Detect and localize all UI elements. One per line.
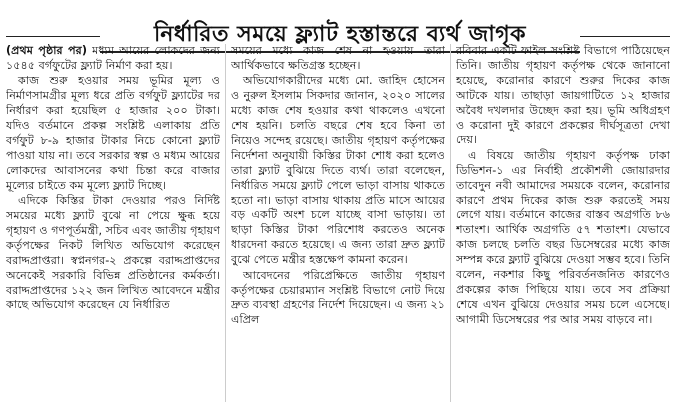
column-1-paragraph-2: কাজ শুরু হওয়ার সময় ভূমির মূল্য ও নির্মাণসামগ্রীর মূল্য ধরে প্রতি বর্গফুট ফ্ল্যাটের দর নির্ধারণ করা হয়েছিল ৫ হাজার ২০০ টাকা। যদিও বর্তমানে প্রকল্প সংশ্লিষ্ট এলাকায় প্রতি বর্গফুট ৮-৯ হাজার টাকার নিচে কোনো ফ্ল্যাট পাওয়া যায় না। তবে সরকার স্বল্প ও মধ্যম আয়ের লোকদের আবাসনের কথা চিন্তা করে বাজার মূল্যের চাইতে কম মূল্যে ফ্ল্যাট দিচ্ছে।	[6, 74, 220, 192]
column-2-paragraph-2: অভিযোগকারীদের মধ্যে মো. জাহিদ হোসেন ও নুরুল ইসলাম সিকদার জানান, ২০২০ সালের মধ্যে কাজ শেষ হওয়ার কথা থাকলেও এখনো শেষ হয়নি। চলতি বছরে শেষ হবে কিনা তা নিয়েও সন্দেহ রয়েছে। জাতীয় গৃহায়ণ কর্তৃপক্ষের নির্দেশনা অনুযায়ী কিস্তির টাকা শোধ করা হলেও তারা ফ্ল্যাট বুঝিয়ে দিতে ব্যর্থ। তারা বলেছেন, নির্ধারিত সময়ে ফ্ল্যাট পেলে ভাড়া বাসায় থাকতে হতো না। ভাড়া বাসায় থাকায় প্রতি মাসে আয়ের বড় একটি অংশ চলে যাচ্ছে বাসা ভাড়ায়। তা ছাড়া কিস্তির টাকা পরিশোধ করতেও অনেক ধারদেনা করতে হয়েছে। এ জন্য তারা দ্রুত ফ্ল্যাট বুঝে পেতে মন্ত্রীর হস্তক্ষেপ কামনা করেন।	[231, 74, 445, 267]
article-column-3	[456, 44, 670, 404]
column-3-paragraph-1: রবিবার একটি ফাইল সংশ্লিষ্ট বিভাগে পাঠিয়েছেন তিনি। জাতীয় গৃহায়ণ কর্তৃপক্ষ থেকে জানানো হয়েছে, করোনার কারণে শুরুর দিকের কাজ আটকে যায়। তাছাড়া জায়গাটিতে ১২ হাজার অবৈধ দখলদার উচ্ছেদ করা হয়। ভূমি অধিগ্রহণ ও করোনা দুই কারণে প্রকল্পের দীর্ঘসূত্রতা দেখা দেয়।	[456, 44, 670, 147]
column-divider-1	[225, 44, 226, 402]
column-2-paragraph-1: সময়ের মধ্যে কাজ শেষ না হওয়ায় তারা আর্থিকভাবে ক্ষতিগ্রস্ত হচ্ছেন।	[231, 44, 445, 72]
continued-kicker: (প্রথম পৃষ্ঠার পর)	[6, 44, 87, 57]
article-headline: নির্ধারিত সময়ে ফ্ল্যাট হস্তান্তরে ব্যর্থ জাগৃক	[100, 19, 580, 53]
column-divider-2	[450, 44, 451, 402]
column-1-paragraph-1-text: মধ্যম আয়ের লোকদের জন্য ১৫৪৫ বর্গফুটের ফ্ল্যাট নির্মাণ করা হয়।	[6, 44, 220, 72]
column-1-paragraph-1	[6, 44, 220, 74]
column-1-paragraph-3: এদিকে কিস্তির টাকা দেওয়ার পরও নির্দিষ্ট সময়ের মধ্যে ফ্ল্যাট বুঝে না পেয়ে ক্ষুব্ধ হয়ে গৃহায়ণ ও গণপূর্তমন্ত্রী, সচিব এবং জাতীয় গৃহায়ণ কর্তৃপক্ষের নিকট লিখিত অভিযোগ করেছেন বরাদ্দপ্রাপ্তরা। স্বপ্ননগর-২ প্রকল্পে বরাদ্দপ্রাপ্তদের অনেকেই সরকারি বিভিন্ন প্রতিষ্ঠানের কর্মকর্তা। বরাদ্দপ্রাপ্তদের ১২২ জন লিখিত আবেদনে মন্ত্রীর কাছে অভিযোগ করেছেন যে নির্ধারিত	[6, 194, 220, 312]
headline-rule-left	[6, 36, 100, 37]
article-column-1	[6, 44, 220, 404]
headline-rule-right	[580, 36, 670, 37]
article-column-2	[231, 44, 445, 404]
column-3-paragraph-2: এ বিষয়ে জাতীয় গৃহায়ণ কর্তৃপক্ষ ঢাকা ডিভিশন-১ এর নির্বাহী প্রকৌশলী জোয়ারদার তাবেদুন নবী আমাদের সময়কে বলেন, করোনার কারণে প্রথম দিকের কাজ শুরু করতেই সময় লেগে যায়। বর্তমানে কাজের বাস্তব অগ্রগতি ৮৬ শতাংশ। আর্থিক অগ্রগতি ৫৭ শতাংশ। যেভাবে কাজ চলছে চলতি বছর ডিসেম্বরের মধ্যে কাজ সম্পন্ন করে ফ্ল্যাট বুঝিয়ে দেওয়া সম্ভব হবে। তিনি বলেন, নকশার কিছু পরিবর্তনজনিত কারণেও প্রকল্পের কাজ পিছিয়ে যায়। তবে সব প্রক্রিয়া শেষে এখন বুঝিয়ে দেওয়ার সময় চলে এসেছে। আগামী ডিসেম্বরের পর আর সময় বাড়বে না।	[456, 148, 670, 326]
column-2-paragraph-3: আবেদনের পরিপ্রেক্ষিতে জাতীয় গৃহায়ণ কর্তৃপক্ষের চেয়ারম্যান সংশ্লিষ্ট বিভাগে নোট দিয়ে দ্রুত ব্যবস্থা গ্রহণের নির্দেশ দিয়েছেন। এ জন্য ২১ এপ্রিল	[231, 268, 445, 327]
